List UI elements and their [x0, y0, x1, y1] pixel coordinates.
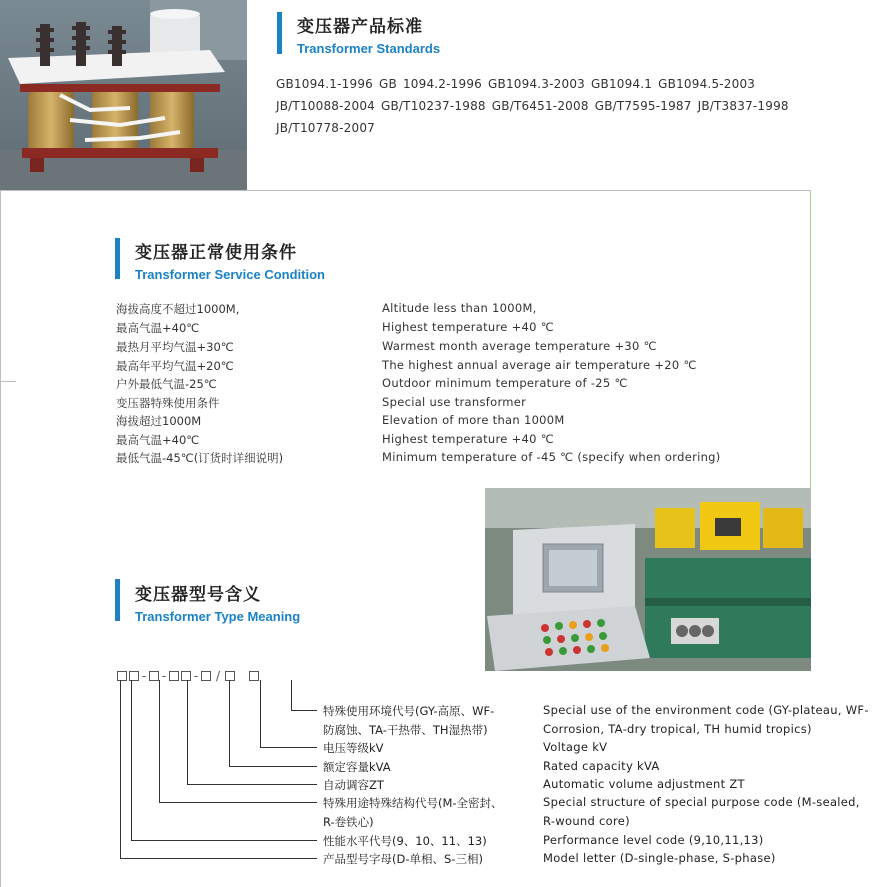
standards-line-2: JB/T10088-2004 GB/T10237-1988 GB/T6451-2008 GB/T7595-1987 JB/T3837-1998: [276, 99, 789, 113]
code-separator: -: [161, 668, 167, 683]
condition-cn-3: 最热月平均气温+30℃: [116, 340, 234, 354]
code-box: [169, 671, 179, 681]
condition-cn-6: 变压器特殊使用条件: [116, 396, 220, 410]
legend-cn-7: R-卷铁心): [323, 815, 374, 829]
standards-title-cn: 变压器产品标准: [297, 17, 423, 37]
service-title-en: Transformer Service Condition: [135, 267, 325, 282]
legend-en-5: Automatic volume adjustment ZT: [543, 777, 745, 791]
standards-line-3: JB/T10778-2007: [276, 121, 375, 135]
legend-cn-1: 特殊使用环境代号(GY-高原、WF-: [323, 704, 495, 718]
type-title-en: Transformer Type Meaning: [135, 609, 301, 624]
left-marker: [0, 381, 16, 382]
connector-line: [229, 680, 230, 766]
code-box: [129, 671, 139, 681]
legend-cn-3: 电压等级kV: [323, 741, 384, 755]
legend-cn-6: 特殊用途特殊结构代号(M-全密封、: [323, 796, 503, 810]
service-title-cn: 变压器正常使用条件: [135, 243, 297, 263]
code-separator: /: [215, 668, 221, 683]
connector-line: [131, 680, 132, 840]
connector-line: [291, 680, 292, 710]
legend-en-9: Model letter (D-single-phase, S-phase): [543, 851, 776, 865]
connector-line: [120, 858, 317, 859]
connector-line: [120, 680, 121, 858]
condition-en-7: Elevation of more than 1000M: [382, 413, 565, 427]
condition-cn-8: 最高气温+40℃: [116, 433, 200, 447]
legend-en-1: Special use of the environment code (GY-plateau, WF-: [543, 703, 869, 717]
section-divider: [0, 190, 810, 191]
standards-title-en: Transformer Standards: [297, 41, 441, 56]
condition-en-8: Highest temperature +40 ℃: [382, 432, 554, 446]
condition-cn-4: 最高年平均气温+20℃: [116, 359, 234, 373]
standards-line-1: GB1094.1-1996 GB 1094.2-1996 GB1094.3-2003 GB1094.1 GB1094.5-2003: [276, 77, 756, 91]
code-box: [181, 671, 191, 681]
condition-en-4: The highest annual average air temperature +20 ℃: [382, 358, 697, 372]
condition-en-1: Altitude less than 1000M,: [382, 301, 537, 315]
code-box: [117, 671, 127, 681]
green-divider: [810, 190, 811, 490]
connector-line: [131, 840, 317, 841]
legend-en-3: Voltage kV: [543, 740, 608, 754]
heading-accent-bar: [115, 238, 120, 279]
model-code-diagram: [116, 668, 260, 683]
code-box: [201, 671, 211, 681]
left-border: [0, 190, 1, 887]
legend-en-7: R-wound core): [543, 814, 630, 828]
connector-line: [260, 747, 317, 748]
connector-line: [260, 680, 261, 747]
connector-line: [229, 766, 317, 767]
transformer-photo: [0, 0, 247, 190]
code-box: [225, 671, 235, 681]
legend-en-8: Performance level code (9,10,11,13): [543, 833, 764, 847]
condition-en-6: Special use transformer: [382, 395, 527, 409]
condition-en-9: Minimum temperature of -45 ℃ (specify when ordering): [382, 450, 721, 464]
condition-cn-9: 最低气温-45℃(订货时详细说明): [116, 451, 284, 465]
code-box: [249, 671, 259, 681]
connector-line: [291, 710, 317, 711]
legend-en-4: Rated capacity kVA: [543, 759, 660, 773]
connector-line: [187, 680, 188, 784]
legend-en-2: Corrosion, TA-dry tropical, TH humid tropics): [543, 722, 812, 736]
condition-en-3: Warmest month average temperature +30 ℃: [382, 339, 657, 353]
type-title-cn: 变压器型号含义: [135, 585, 261, 605]
connector-line: [159, 680, 160, 802]
code-separator: -: [141, 668, 147, 683]
condition-en-2: Highest temperature +40 ℃: [382, 320, 554, 334]
heading-accent-bar: [115, 579, 120, 621]
legend-cn-8: 性能水平代号(9、10、11、13): [323, 834, 487, 848]
legend-cn-4: 额定容量kVA: [323, 760, 391, 774]
condition-cn-2: 最高气温+40℃: [116, 321, 200, 335]
condition-cn-7: 海拔超过1000M: [116, 414, 202, 428]
legend-en-6: Special structure of special purpose code (M-sealed,: [543, 795, 860, 809]
condition-cn-1: 海拔高度不超过1000M,: [116, 302, 240, 316]
code-separator: -: [193, 668, 199, 683]
factory-control-panel-photo: [485, 488, 811, 671]
connector-line: [187, 784, 317, 785]
condition-en-5: Outdoor minimum temperature of -25 ℃: [382, 376, 628, 390]
condition-cn-5: 户外最低气温-25℃: [116, 377, 217, 391]
code-box: [149, 671, 159, 681]
legend-cn-2: 防腐蚀、TA-干热带、TH湿热带): [323, 723, 488, 737]
connector-line: [159, 802, 317, 803]
heading-accent-bar: [277, 12, 282, 54]
legend-cn-9: 产品型号字母(D-单相、S-三相): [323, 852, 483, 866]
legend-cn-5: 自动调容ZT: [323, 778, 384, 792]
